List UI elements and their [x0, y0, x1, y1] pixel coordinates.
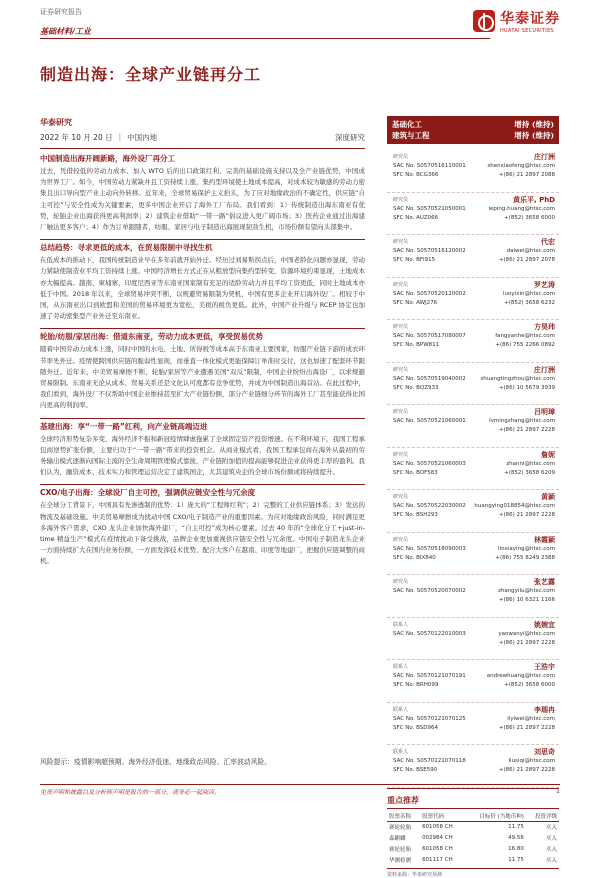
analyst-sac-number: SAC No. S0570516120002 [393, 248, 466, 254]
analyst-name: 罗艺涛 [534, 280, 555, 289]
analyst-role: 研究员 [393, 324, 409, 330]
section-paragraph: 在低成本的推动下，我国传统制造业早在多年前就开始外迁。经历过刘易斯拐点后，中国老龄化问题亦显现，劳动力紧缺使制造业平均工资持续上涨。中国经济增长方式正在从粗放型向集约型转变，资源环境约束显现，土地成本亦大幅提高。越南、柬埔寨、印度尼西亚等东南亚国家制有充足的适龄劳动力并且平均工资更低，同时土地成本亦低于中国。2018 年以来，全球贸易冲突不断，以规避贸易限制为契机，中国有更多企业开启海外设厂。相较于中国，从东南亚出口到欧盟和美国的贸易环境更为宽松，美税的税负更低。此外，中国产业升级与 RCEP 协定也加速了劳动密集型产业外迁至东南亚。 [40, 256, 365, 321]
analyst-sac-number: SAC No. S0570520120002 [393, 290, 466, 297]
analyst-sac-number: SAC No. S0570518090003 [393, 545, 466, 552]
table-cell: 赛轮轮胎 [389, 825, 412, 831]
analyst-list [387, 150, 559, 789]
sector-tag: 基础材料/工业 [40, 27, 91, 36]
analyst-sfc-number: SFC No. BSH293 [393, 512, 438, 518]
analyst-role: 联系人 [393, 621, 409, 628]
analyst-email[interactable]: zhuangtingzhou@htsc.com [480, 375, 555, 382]
analyst-entry [387, 278, 559, 321]
analyst-entry [387, 320, 559, 363]
analyst-role: 联系人 [393, 664, 409, 670]
analyst-sfc-number: SFC No. BPW811 [393, 342, 440, 348]
analyst-phone: +(86) 755 8249 2388 [495, 554, 555, 561]
report-type-label: 证券研究报告 [40, 8, 82, 16]
analyst-role: 研究员 [393, 409, 409, 415]
analyst-sac-number: SAC No. S0570520070002 [393, 588, 466, 594]
analyst-phone: +(86) 21 2897 2228 [498, 512, 555, 518]
table-cell: 买入 [545, 847, 557, 853]
analyst-phone: +(86) 21 2897 2078 [498, 257, 555, 263]
table-cell: 16.80 [508, 846, 524, 852]
table-header: 股票代码 [420, 811, 464, 822]
header-divider [40, 38, 490, 39]
report-category: 深度研究 [335, 133, 365, 142]
main-body [40, 153, 365, 574]
analyst-sfc-number: SFC No. BSE590 [393, 767, 438, 773]
analyst-email[interactable]: fangyanhe@htsc.com [495, 333, 555, 339]
rating-value: 增持 (维持) [514, 131, 554, 140]
analyst-name: 庄汀洲 [534, 365, 555, 374]
analyst-phone: +(852) 3658 6000 [504, 214, 555, 221]
table-header-row [387, 811, 559, 822]
analyst-email[interactable]: luoyixin@htsc.com [503, 290, 555, 297]
table-row [387, 855, 559, 866]
section-heading: 轮胎/纺服/家居出海：借道东南亚，劳动力成本更低，享受贸易优势 [40, 328, 365, 342]
section [40, 239, 365, 322]
analyst-sfc-number: SFC No. BSD964 [393, 724, 439, 731]
analyst-sac-number: SAC No. S0570121070191 [393, 673, 466, 679]
rating-value: 增持 (维持) [514, 120, 554, 129]
analyst-name: 庄汀洲 [534, 153, 555, 161]
huatai-logo [473, 8, 560, 34]
analyst-entry [387, 363, 559, 406]
analyst-email[interactable]: liyiwei@htsc.com [507, 715, 555, 722]
analyst-entry [387, 533, 559, 576]
recommendations-title: 重点推荐 [387, 795, 559, 809]
analyst-email[interactable]: yaowanyi@htsc.com [498, 630, 555, 637]
analyst-name: 刘思奇 [534, 748, 555, 756]
footer-divider [40, 784, 560, 785]
analyst-sfc-number: SFC No. BCG366 [393, 172, 439, 178]
analyst-name: 李瑞冉 [534, 705, 555, 714]
table-cell: 买入 [545, 825, 557, 831]
section-heading: 总结趋势：寻求更低的成本，在贸易限制中寻找生机 [40, 239, 365, 253]
table-cell: 601117 CH [422, 857, 453, 863]
logo-mark-icon [473, 10, 495, 32]
analyst-phone: +(86) 755 2266 0892 [495, 342, 555, 348]
analyst-sac-number: SAC No. S0570516110001 [393, 163, 466, 169]
analyst-name: 方昊玮 [534, 323, 555, 331]
analyst-name: 王浩宇 [534, 663, 555, 671]
author-org: 华泰研究 [40, 118, 72, 127]
analyst-sfc-number: SFC No. BOF583 [393, 469, 438, 476]
analyst-phone: +(86) 21 2897 2088 [498, 172, 555, 178]
analyst-name: 张艺露 [534, 578, 555, 586]
analyst-name: 黄乐平, PhD [512, 195, 555, 204]
analyst-email[interactable]: zhangyilu@htsc.com [497, 588, 555, 594]
footer-disclaimer: 免责声明和披露以及分析师声明是报告的一部分，请务必一起阅读。 [40, 789, 221, 796]
table-header: 目标价 (当地币种) [464, 811, 526, 822]
analyst-sac-number: SAC No. S0570121070118 [393, 758, 466, 764]
analyst-sac-number: SAC No. S0570519040002 [393, 375, 466, 382]
analyst-sfc-number: SFC No. BQZ933 [393, 384, 439, 391]
analyst-role: 研究员 [393, 239, 409, 245]
analyst-phone: +(852) 3658 6232 [504, 299, 555, 306]
analyst-name: 黄颖 [541, 493, 555, 501]
analyst-phone: +(86) 21 2897 2228 [498, 724, 555, 731]
table-cell: 601058 CH [422, 824, 453, 830]
analyst-email[interactable]: linxiaying@htsc.com [498, 545, 555, 552]
analyst-phone: +(86) 21 2897 2228 [498, 427, 555, 433]
analyst-phone: +(86) 10 5679 3939 [498, 384, 555, 391]
table-row [387, 833, 559, 844]
table-row [387, 844, 559, 855]
table-cell: 11.75 [508, 857, 524, 863]
rating-row [392, 119, 554, 130]
date-line [40, 132, 365, 149]
rating-sector: 基础化工 [392, 120, 422, 129]
analyst-role: 研究员 [393, 366, 409, 373]
section [40, 418, 365, 479]
analyst-phone: +(852) 3658 6209 [504, 469, 555, 476]
analyst-sfc-number: SFC No. BIX840 [393, 554, 436, 561]
analyst-entry [387, 448, 559, 491]
report-title: 制造出海：全球产业链再分工 [40, 65, 262, 84]
section-paragraph: 随着中国劳动力成本上涨，同时中国的水电、土地、所得税等成本高于东南亚主要国家，纺服产业链下游的成衣环节率先外迁。疫情使跨国供应链的脆弱性显现，而垂直一体化模式更能保障订单准时交付，这也加速了配套环节跟随外迁。近年来，中美贸易摩擦不断，轮胎/家居等产业遭遇美国“双反”限制，中国企业纷纷出海设厂，以求规避贸易限制。东南亚无论从成本、贸易关系还是文化认可度都有竞争优势，并成为中国制造出海首站。在此过程中，我们看到，海外设厂不仅帮助中国企业维持甚至扩大产业链份额，部分产业链细分环节的海外工厂甚至能获得比国内更高的利润率。 [40, 345, 365, 410]
analyst-sfc-number: SFC No. AWJ276 [393, 299, 438, 306]
table-header: 投资评级 [526, 811, 559, 822]
rating-box [387, 116, 559, 144]
recommendations-table [387, 811, 559, 866]
analyst-role: 研究员 [393, 196, 409, 203]
analyst-phone: +(86) 21 2897 2228 [498, 639, 555, 646]
analyst-email[interactable]: daiwei@htsc.com [506, 248, 555, 254]
analyst-role: 联系人 [393, 706, 409, 713]
analyst-sac-number: SAC No. S0570122010003 [393, 630, 466, 637]
table-cell: 601058 CH [422, 846, 453, 852]
analyst-entry [387, 660, 559, 703]
logo-name-cn: 华泰证券 [500, 11, 560, 27]
analyst-entry [387, 193, 559, 236]
analyst-entry [387, 405, 559, 448]
analyst-role: 研究员 [393, 494, 409, 500]
section-heading: CXO/电子出海：全球设厂自主可控，强调供应链安全性与冗余度 [40, 484, 365, 498]
table-cell: 森麒麟 [389, 836, 406, 842]
analyst-phone: +(852) 3658 6000 [504, 682, 555, 688]
analyst-entry [387, 575, 559, 618]
analyst-email[interactable]: zhanni@htsc.com [506, 460, 555, 467]
analyst-name: 代宏 [541, 238, 555, 246]
table-cell: 华测检测 [389, 858, 412, 864]
analyst-email[interactable]: lvmingzhang@htsc.com [489, 418, 555, 424]
analyst-sac-number: SAC No. S0570517080007 [393, 333, 466, 339]
page-number: 1 [555, 787, 560, 795]
analyst-sfc-number: SFC No. BRH099 [393, 682, 439, 688]
section-paragraph: 过去，凭借较低的劳动力成本、加入 WTO 后的出口政策红利、完善的基础设施支持以及全产业链优势，中国成为世界工厂。如今，中国劳动力紧缺并且工资持续上涨，集约型环境使土地成本提高，对成本较为敏感的劳动力密集且出口导向型产业主动向外转移。近年来，全球贸易保护主义抬头，为了应对地缘政治的不确定性，供应链“自主可控”与安全性成为关键要素，更多中国企业开启了海外工厂布局。我们看到：1）传统制造出海东南亚有优势，轮胎企业出海获得更高利润率；2）建筑企业借助“一带一路”倡议进入更广阔市场；3）医药企业通过出海建厂触达更多客户；4）作为订单跟随者，纺服、家居与电子制造出海展现韧劲生机，市场份额有望向头部集中。 [40, 167, 365, 232]
analyst-phone: +(86) 10 6321 1166 [498, 597, 555, 603]
table-cell: 赛轮轮胎 [389, 847, 412, 853]
table-source: 资料来源：华泰研究预测 [387, 868, 559, 878]
section [40, 328, 365, 411]
analyst-role: 联系人 [393, 749, 409, 755]
analyst-email[interactable]: liusiqi@htsc.com [508, 758, 555, 764]
analyst-sac-number: SAC No. S0570521050001 [393, 205, 466, 212]
analyst-sac-number: SAC No. S0570521060003 [393, 460, 466, 467]
rating-sector: 建筑与工程 [392, 131, 430, 140]
analyst-role: 研究员 [393, 154, 409, 160]
analyst-email[interactable]: leping.huang@htsc.com [488, 205, 555, 212]
analyst-phone: +(86) 21 2897 2228 [498, 767, 555, 773]
table-header: 股票名称 [387, 811, 420, 822]
table-cell: 买入 [545, 858, 557, 864]
section-paragraph: 在全球分工背景下，中国具有先渗透制的优势：1）庞大的“工程师红利”；2）完整的工业供应链体系；3）发达的物流及基础设施。中美贸易摩擦成为扰动中国 CXO/电子制造产业的重要因素。为应对地缘政治风险，同时满足更多海外客户需求，CXO 龙头企业加快海外建厂，“自主可控”成为核心要素。过去 40 年的“全球化分工+just-in-time 精益生产”模式在疫情扰动下备受挑战，品牌企业更加重视供应链安全性与冗余度。中国电子制造龙头企业一方面持续扩大在国内业务份额，一方面发挥技术优势，配合大客户在越南、印度等地建厂，把握供应链调整的商机。 [40, 501, 365, 566]
analyst-sfc-number: SFC No. BFI915 [393, 257, 436, 263]
analyst-role: 研究员 [393, 579, 409, 585]
analyst-sac-number: SAC No. S0570522030002 [393, 503, 466, 509]
analyst-email[interactable]: huangying018854@htsc.com [474, 503, 555, 509]
analyst-email[interactable]: andrewhuang@htsc.com [486, 673, 555, 679]
separator: | [118, 132, 122, 141]
table-cell: 49.56 [508, 835, 524, 841]
analyst-email[interactable]: shenxiaofeng@htsc.com [487, 163, 555, 169]
table-row [387, 821, 559, 833]
analyst-entry [387, 745, 559, 788]
report-region: 中国内地 [127, 133, 158, 142]
analyst-role: 研究员 [393, 451, 409, 458]
analyst-entry [387, 490, 559, 533]
analyst-entry [387, 618, 559, 661]
risk-warning: 风险提示：疫情影响超预期、海外经济低迷、地缘政治风险、汇率波动风险。 [40, 758, 272, 766]
analyst-entry [387, 150, 559, 193]
table-cell: 买入 [545, 836, 557, 842]
section-heading: 中国制造出海开阔新路，海外设厂再分工 [40, 154, 175, 163]
analyst-role: 研究员 [393, 536, 409, 543]
analyst-role: 研究员 [393, 281, 409, 288]
report-date: 2022 年 10 月 20 日 [40, 133, 113, 142]
analyst-name: 林霞颖 [534, 535, 555, 544]
analyst-sac-number: SAC No. S0570121070125 [393, 715, 466, 722]
rating-row [392, 130, 554, 141]
sidebar [387, 116, 559, 878]
analyst-entry [387, 703, 559, 746]
analyst-entry [387, 235, 559, 278]
table-cell: 11.75 [508, 824, 524, 830]
table-cell: 002984 CH [422, 835, 453, 841]
analyst-name: 詹妮 [541, 450, 555, 459]
analyst-name: 姚婉宜 [534, 620, 555, 629]
section-paragraph: 全球经济形势复杂多变，海外经济不振和新冠疫情肆虐拖累了全球固定资产投资增速。在不利环境下，我国工程承包商逆势扩张份额，主要归功于“一带一路”带来的投资机会。从商业模式看，我国工程承包商在海外从最初的劳务输出模式逐渐向国际主流的全生命周期管理模式靠拢，产业链附加值的提高能够促进企业获得更丰厚的盈利。我们认为，融资成本、技术实力和管理运营决定了建筑国企，尤其建筑央企的全球市场份额或将持续提升。 [40, 434, 365, 477]
analyst-sac-number: SAC No. S0570521060001 [393, 418, 466, 424]
section [40, 484, 365, 567]
analyst-sfc-number: SFC No. AUZ066 [393, 214, 439, 221]
section [40, 153, 365, 233]
section-heading: 基建出海：享“一带一路”红利，向产业链高端迈进 [40, 418, 365, 432]
logo-name-en: HUATAI SECURITIES [500, 28, 554, 34]
analyst-name: 吕明璋 [534, 408, 555, 416]
